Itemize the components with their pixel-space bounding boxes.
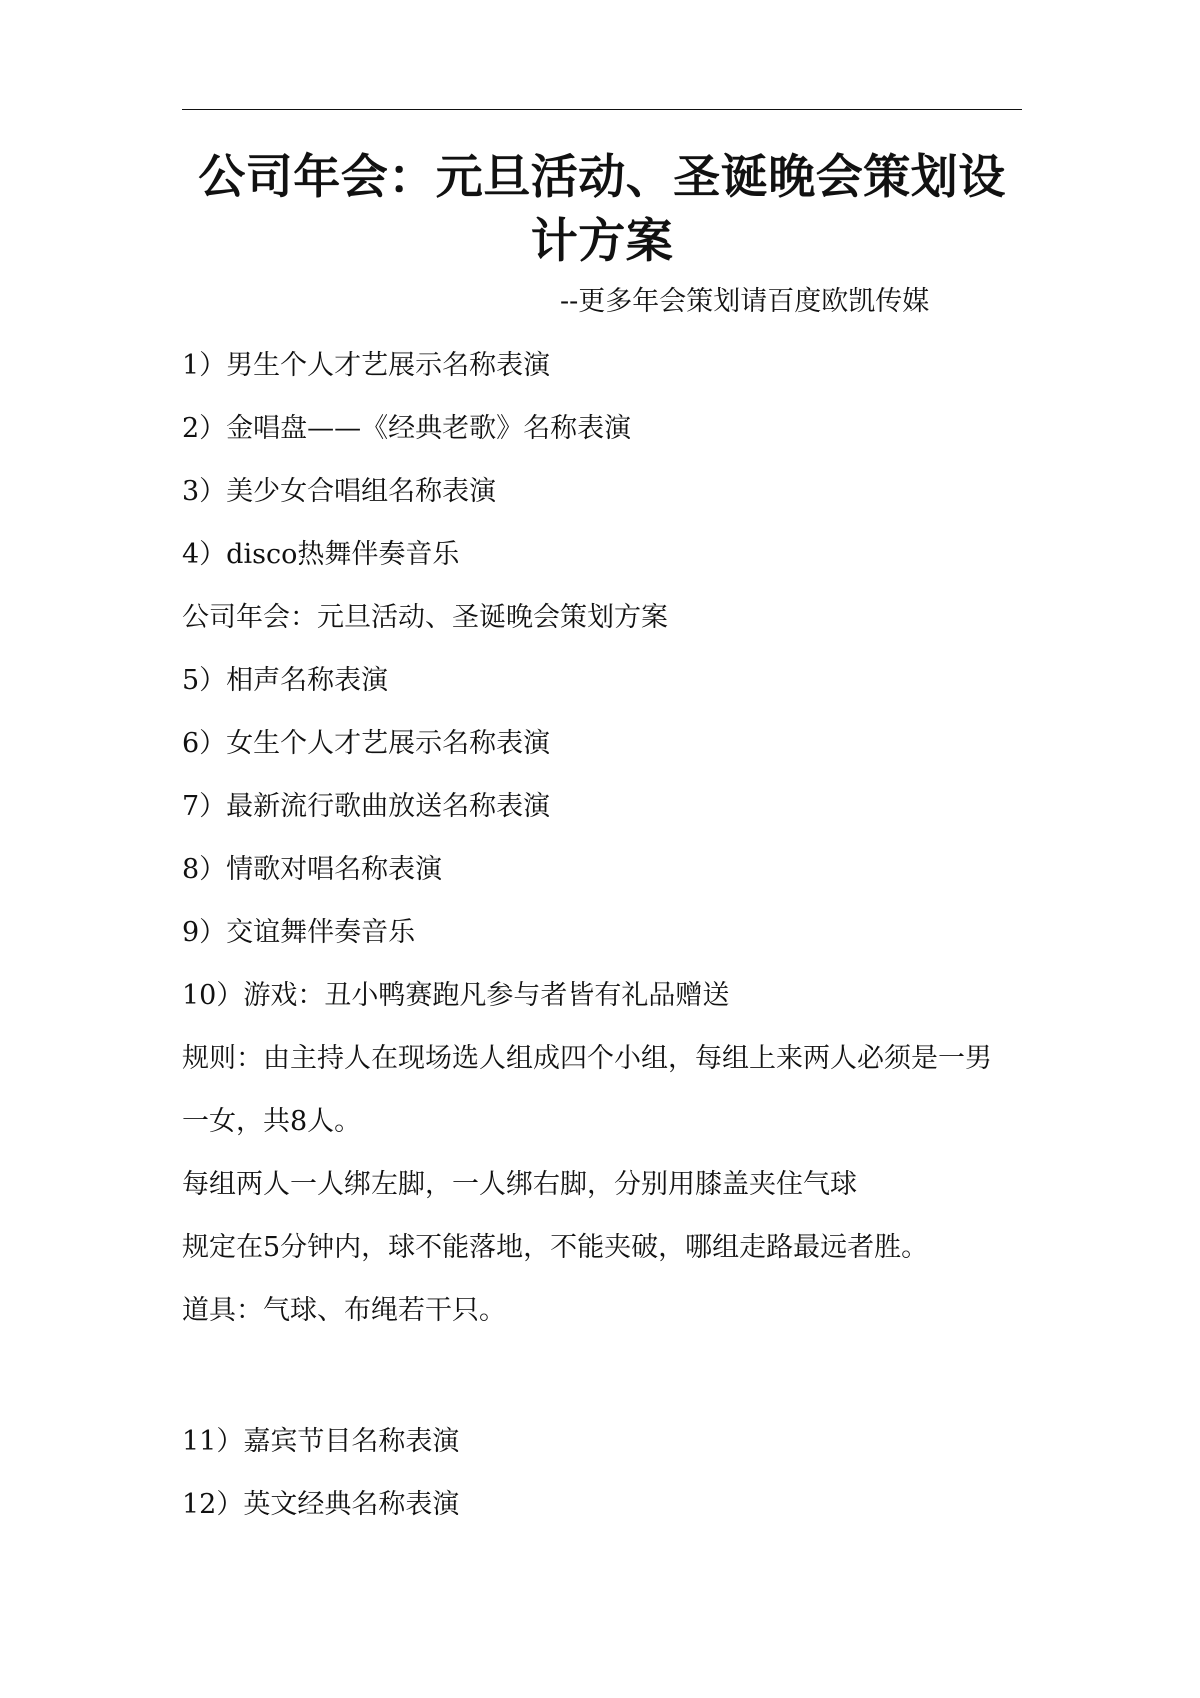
rules-line: 规定在5分钟内，球不能落地，不能夹破，哪组走路最远者胜。: [182, 1232, 929, 1263]
program-line: 8）情歌对唱名称表演: [182, 854, 443, 885]
program-line: 5）相声名称表演: [182, 665, 389, 696]
props-line: 道具：气球、布绳若干只。: [182, 1295, 506, 1326]
program-line: 2）金唱盘——《经典老歌》名称表演: [182, 413, 632, 444]
program-line: 7）最新流行歌曲放送名称表演: [182, 791, 551, 822]
section-heading-line: 公司年会：元旦活动、圣诞晚会策划方案: [182, 602, 668, 633]
program-list: [182, 346, 1022, 1548]
document-title: 公司年会：元旦活动、圣诞晚会策划设计方案: [198, 150, 1006, 269]
program-line: 6）女生个人才艺展示名称表演: [182, 728, 551, 759]
rules-line: 每组两人一人绑左脚，一人绑右脚，分别用膝盖夹住气球: [182, 1169, 857, 1200]
rules-line: 规则：由主持人在现场选人组成四个小组，每组上来两人必须是一男: [182, 1043, 992, 1074]
program-line: 11）嘉宾节目名称表演: [182, 1426, 460, 1457]
program-line: 3）美少女合唱组名称表演: [182, 476, 497, 507]
document-subtitle: --更多年会策划请百度欧凯传媒: [560, 286, 930, 317]
header-rule: [182, 109, 1022, 110]
paragraph-gap: [182, 1354, 1022, 1422]
program-line: 1）男生个人才艺展示名称表演: [182, 350, 551, 381]
program-line: 9）交谊舞伴奏音乐: [182, 917, 416, 948]
program-line: 4）disco热舞伴奏音乐: [182, 539, 460, 570]
program-line: 12）英文经典名称表演: [182, 1489, 460, 1520]
program-line: 10）游戏：丑小鸭赛跑凡参与者皆有礼品赠送: [182, 980, 730, 1011]
rules-line: 一女，共8人。: [182, 1106, 362, 1137]
